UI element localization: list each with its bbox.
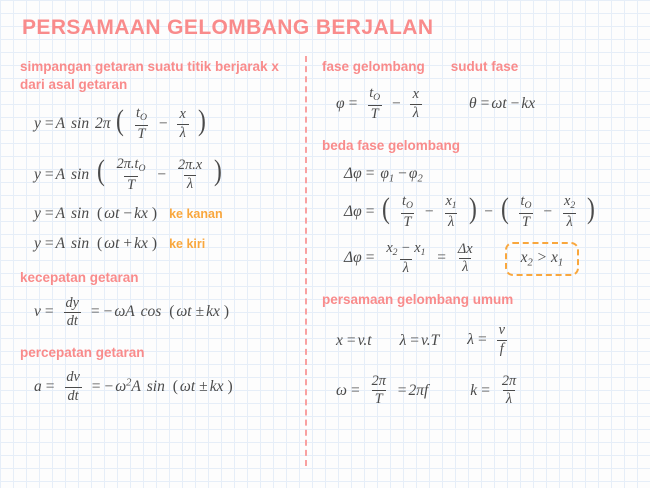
equation-omega: ω = $\frac{2\pi}{T}$ = 2πf (336, 372, 429, 408)
page-title: PERSAMAAN GELOMBANG BERJALAN (22, 16, 434, 39)
heading-general-wave: persamaan gelombang umum (322, 292, 514, 308)
equation-x-vt: x = v.t (336, 331, 372, 349)
heading-displacement: simpangan getaran suatu titik berjarak x dari asal getaran (20, 59, 279, 93)
equation-row-general-2 (322, 374, 640, 408)
equation-y-sin-2pi: y = A sin 2π ( $\frac{t_O}{T}$ − $\frac{x}{\lambda}$ ) (34, 104, 206, 143)
equation-row-phase-diff-3 (322, 241, 640, 277)
heading-acceleration: percepatan getaran (20, 344, 145, 360)
condition-box (505, 242, 580, 275)
equation-y-sin-expanded: y = A sin ( $\frac{2\pi.t_O}{T}$ − $\frac{2\pi.x}{\lambda}$ ) (34, 155, 222, 193)
equation-phase: φ = $\frac{t_O}{T}$ − $\frac{x}{\lambda}$ (336, 86, 425, 122)
heading-phase-difference: beda fase gelombang (322, 137, 461, 153)
equation-row-general-1 (322, 323, 640, 357)
equation-phase-diff-3: Δφ = $\frac{x_2 - x_1}{\lambda}$ = $\frac{\Delta x}{\lambda}$ (344, 239, 473, 277)
right-column (322, 58, 640, 408)
equation-velocity: v = $\frac{dy}{dt}$ = − ωA cos ( ωt ± kx ) (34, 294, 230, 330)
note-to-left: ke kiri (169, 237, 206, 252)
equation-row-y-right (20, 205, 300, 223)
equation-lambda-v-over-f: λ = $\frac{v}{f}$ (467, 322, 505, 358)
equation-phase-diff-1: $\Delta\varphi = \varphi_1 - \varphi_2$ (344, 164, 423, 185)
equation-lambda-vt: λ = v.T (399, 331, 440, 349)
equation-phase-diff-2: Δφ = ( $\frac{t_O}{T}$ − $\frac{x_1}{\lambda}$ ) − ( $\frac{t_O}{T}$ − $\frac{x_2}{\lambda}$ ) (344, 192, 595, 231)
heading-row-phase (322, 58, 640, 80)
equation-phase-angle: θ = ωt − kx (469, 95, 536, 113)
heading-phase-angle: sudut fase (450, 59, 519, 74)
left-column (20, 58, 300, 405)
equation-row-y-left (20, 235, 300, 253)
equation-y-omega-plus: y = A sin ( ωt + kx ) (34, 235, 158, 253)
equation-row-phase (322, 86, 640, 122)
equation-k: k = $\frac{2\pi}{\lambda}$ (470, 372, 517, 408)
heading-velocity: kecepatan getaran (20, 270, 139, 286)
heading-phase: fase gelombang (322, 59, 425, 74)
equation-y-omega-minus: y = A sin ( ωt − kx ) (34, 205, 158, 223)
note-to-right: ke kanan (169, 207, 223, 222)
column-divider (305, 56, 307, 466)
condition-text: $x_2 > x_1$ (520, 249, 564, 269)
equation-acceleration: a = $\frac{dv}{dt}$ = − $\omega^2A$ sin ( ωt ± kx ) (34, 369, 233, 404)
